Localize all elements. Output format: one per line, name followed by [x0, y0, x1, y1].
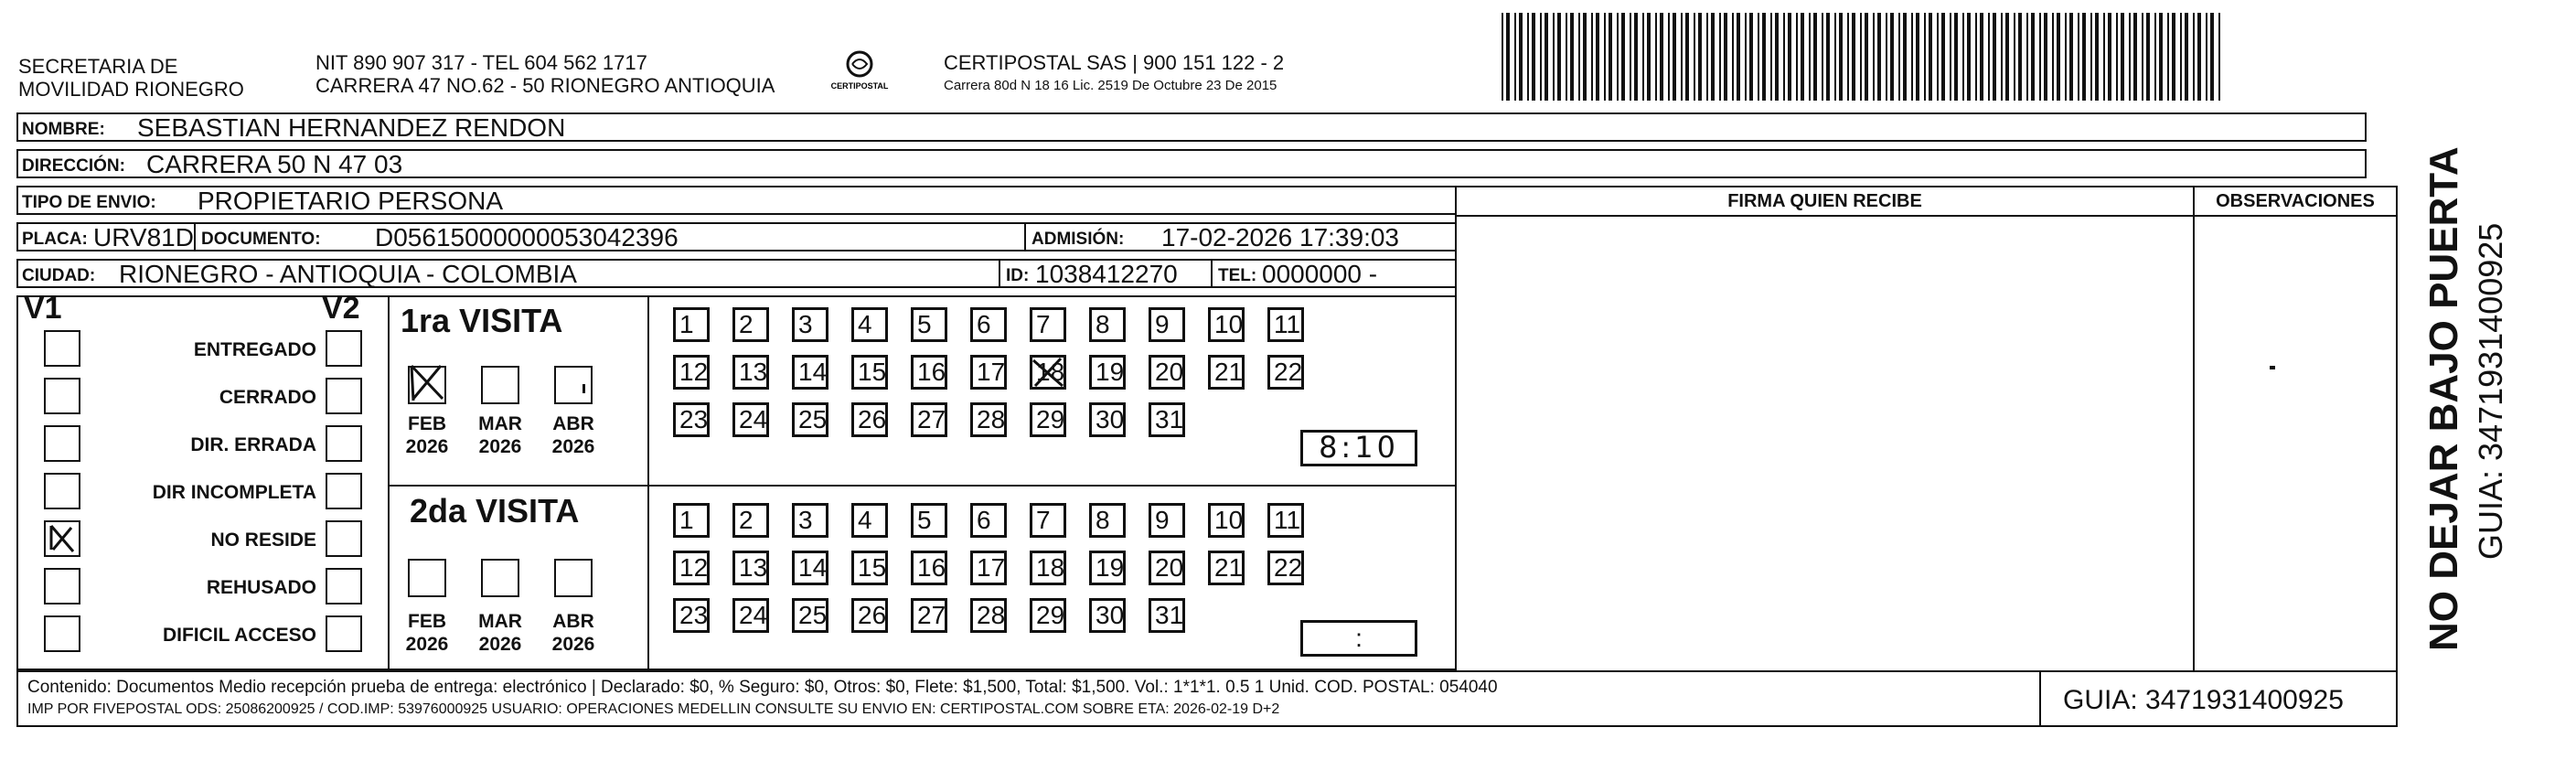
month-checkbox[interactable] [481, 366, 519, 404]
day-box-19[interactable]: 19 [1089, 355, 1126, 390]
direccion-label: DIRECCIÓN: [22, 156, 125, 176]
day-box-20[interactable]: 20 [1149, 355, 1185, 390]
day-box-5[interactable]: 5 [911, 307, 947, 342]
nombre-label: NOMBRE: [22, 120, 105, 139]
status-label: REHUSADO [206, 577, 316, 598]
tipo-value: PROPIETARIO PERSONA [198, 187, 503, 215]
id-value: 1038412270 [1035, 260, 1178, 288]
admision-value: 17-02-2026 17:39:03 [1161, 223, 1399, 251]
day-box-14[interactable]: 14 [792, 355, 828, 390]
day-box-25[interactable]: 25 [792, 598, 828, 633]
day-box-3[interactable]: 3 [792, 307, 828, 342]
month-checkbox[interactable] [554, 559, 593, 597]
visit2-title: 2da VISITA [410, 492, 580, 530]
day-box-1[interactable]: 1 [673, 503, 710, 538]
secretaria-line1: SECRETARIA DE [18, 55, 178, 78]
day-box-17[interactable]: 17 [970, 551, 1007, 585]
footer-line1: Contenido: Documentos Medio recepción prueba de entrega: electrónico | Declarado: $0, % Seguro: $0, Otros: $0, Flete: $1,500, Total: $1,500. Vol.: 1*1*1. 0.5 1 Unid. COD. POSTAL: 054040 [27, 678, 1498, 697]
footer-line2: IMP POR FIVEPOSTAL ODS: 25086200925 / COD.IMP: 53976000925 USUARIO: OPERACIONES MEDELLIN CONSULTE SU ENVIO EN: CERTIPOSTAL.COM SOBRE ETA: 2026-02-19 D+2 [27, 701, 1280, 717]
day-box-23[interactable]: 23 [673, 402, 710, 437]
day-box-13[interactable]: 13 [732, 551, 769, 585]
day-box-22[interactable]: 22 [1267, 551, 1304, 585]
nombre-value: SEBASTIAN HERNANDEZ RENDON [137, 113, 566, 142]
tel-label: TEL: [1218, 266, 1257, 285]
barcode [1500, 13, 2227, 101]
day-box-24[interactable]: 24 [732, 402, 769, 437]
id-label: ID: [1006, 266, 1030, 285]
certi-line2: Carrera 80d N 18 16 Lic. 2519 De Octubre 23 De 2015 [944, 78, 1277, 93]
day-box-11[interactable]: 11 [1267, 503, 1304, 538]
month-label: MAR 2026 [478, 611, 522, 655]
day-box-28[interactable]: 28 [970, 598, 1007, 633]
certi-block [944, 51, 1284, 94]
day-box-29[interactable]: 29 [1030, 598, 1066, 633]
tel-value: 0000000 - [1262, 260, 1378, 288]
v2-checkbox[interactable] [326, 568, 362, 604]
day-box-6[interactable]: 6 [970, 503, 1007, 538]
day-box-27[interactable]: 27 [911, 402, 947, 437]
direccion-value: CARRERA 50 N 47 03 [146, 150, 403, 178]
month-checkbox[interactable] [408, 366, 446, 404]
status-label: DIFICIL ACCESO [162, 625, 316, 646]
day-box-18[interactable]: 18 [1030, 355, 1066, 390]
x-mark-icon [406, 362, 448, 404]
month-label: ABR 2026 [551, 413, 595, 457]
visit1-title: 1ra VISITA [401, 302, 563, 339]
footer-info [16, 670, 2041, 727]
ink-dot [2270, 366, 2275, 369]
firma-area [1455, 186, 2195, 672]
day-box-16[interactable]: 16 [911, 551, 947, 585]
day-box-31[interactable]: 31 [1149, 402, 1185, 437]
month-label: FEB 2026 [405, 413, 449, 457]
secretaria-line2: MOVILIDAD RIONEGRO [18, 78, 244, 101]
secretaria-block [18, 55, 244, 101]
day-box-26[interactable]: 26 [851, 402, 888, 437]
visit1-time-box[interactable]: 8:10 [1300, 430, 1417, 466]
day-box-21[interactable]: 21 [1208, 355, 1245, 390]
day-box-21[interactable]: 21 [1208, 551, 1245, 585]
day-box-8[interactable]: 8 [1089, 503, 1126, 538]
month-label: FEB 2026 [405, 611, 449, 655]
month-checkbox[interactable] [408, 559, 446, 597]
day-box-25[interactable]: 25 [792, 402, 828, 437]
month-label: ABR 2026 [551, 611, 595, 655]
day-box-30[interactable]: 30 [1089, 402, 1126, 437]
day-box-8[interactable]: 8 [1089, 307, 1126, 342]
no-dejar-bajo-puerta: NO DEJAR BAJO PUERTA [2421, 146, 2466, 651]
day-box-13[interactable]: 13 [732, 355, 769, 390]
day-box-10[interactable]: 10 [1208, 307, 1245, 342]
day-box-22[interactable]: 22 [1267, 355, 1304, 390]
tipo-label: TIPO DE ENVIO: [22, 193, 156, 212]
day-box-28[interactable]: 28 [970, 402, 1007, 437]
month-checkbox[interactable] [481, 559, 519, 597]
svg-text:CERTIPOSTAL: CERTIPOSTAL [830, 81, 889, 91]
day-box-5[interactable]: 5 [911, 503, 947, 538]
v2-checkbox[interactable] [326, 473, 362, 509]
v2-label: V2 [322, 291, 360, 326]
placa-value: URV81D [93, 223, 194, 251]
day-box-12[interactable]: 12 [673, 355, 710, 390]
direccion-row [16, 149, 2367, 178]
ciudad-value: RIONEGRO - ANTIOQUIA - COLOMBIA [119, 260, 577, 288]
day-box-3[interactable]: 3 [792, 503, 828, 538]
bottom-border [16, 725, 2398, 727]
status-label: NO RESIDE [210, 530, 316, 551]
day-box-29[interactable]: 29 [1030, 402, 1066, 437]
ciudad-row [16, 259, 1457, 288]
month-label: MAR 2026 [478, 413, 522, 457]
x-mark-icon [1030, 355, 1066, 390]
status-label: DIR. ERRADA [190, 434, 316, 455]
day-box-7[interactable]: 7 [1030, 307, 1066, 342]
day-box-16[interactable]: 16 [911, 355, 947, 390]
v2-checkbox[interactable] [326, 425, 362, 462]
v2-checkbox[interactable] [326, 520, 362, 557]
status-label: CERRADO [219, 387, 316, 408]
day-box-15[interactable]: 15 [851, 355, 888, 390]
day-box-14[interactable]: 14 [792, 551, 828, 585]
day-box-17[interactable]: 17 [970, 355, 1007, 390]
day-box-11[interactable]: 11 [1267, 307, 1304, 342]
day-box-31[interactable]: 31 [1149, 598, 1185, 633]
nit-block [315, 51, 775, 97]
day-box-19[interactable]: 19 [1089, 551, 1126, 585]
status-label: DIR INCOMPLETA [152, 482, 316, 503]
certi-line1: CERTIPOSTAL SAS | 900 151 122 - 2 [944, 51, 1285, 74]
v1-label: V1 [24, 291, 62, 326]
day-box-4[interactable]: 4 [851, 503, 888, 538]
documento-label: DOCUMENTO: [201, 230, 321, 249]
observaciones-label: OBSERVACIONES [2195, 187, 2396, 217]
nit-line1: NIT 890 907 317 - TEL 604 562 1717 [315, 51, 647, 74]
documento-value: D05615000000053042396 [375, 223, 679, 251]
tipo-row [16, 186, 1457, 215]
v2-checkbox[interactable] [326, 378, 362, 414]
status-label: ENTREGADO [193, 339, 316, 360]
day-box-10[interactable]: 10 [1208, 503, 1245, 538]
admision-label: ADMISIÓN: [1031, 230, 1125, 249]
ciudad-label: CIUDAD: [22, 266, 96, 285]
day-box-9[interactable]: 9 [1149, 307, 1185, 342]
footer-guia: GUIA: 3471931400925 [2063, 685, 2344, 715]
day-box-2[interactable]: 2 [732, 307, 769, 342]
visit-divider [388, 485, 1455, 487]
v2-checkbox[interactable] [326, 615, 362, 652]
day-box-30[interactable]: 30 [1089, 598, 1126, 633]
day-box-15[interactable]: 15 [851, 551, 888, 585]
day-box-24[interactable]: 24 [732, 598, 769, 633]
visit2-time-box[interactable]: : [1300, 620, 1417, 657]
day-box-1[interactable]: 1 [673, 307, 710, 342]
nombre-row [16, 112, 2367, 142]
placa-row [16, 222, 1457, 251]
certipostal-logo [823, 48, 896, 97]
firma-label: FIRMA QUIEN RECIBE [1457, 187, 2193, 217]
v2-checkbox[interactable] [326, 330, 362, 367]
day-box-20[interactable]: 20 [1149, 551, 1185, 585]
day-box-7[interactable]: 7 [1030, 503, 1066, 538]
side-guia: GUIA: 3471931400925 [2472, 222, 2509, 560]
footer-guia-box [2039, 670, 2398, 727]
month-checkbox[interactable] [554, 366, 593, 404]
day-box-23[interactable]: 23 [673, 598, 710, 633]
day-box-6[interactable]: 6 [970, 307, 1007, 342]
observaciones-area [2193, 186, 2398, 672]
day-box-18[interactable]: 18 [1030, 551, 1066, 585]
placa-label: PLACA: [22, 230, 88, 249]
day-box-12[interactable]: 12 [673, 551, 710, 585]
day-box-27[interactable]: 27 [911, 598, 947, 633]
day-box-26[interactable]: 26 [851, 598, 888, 633]
nit-line2: CARRERA 47 NO.62 - 50 RIONEGRO ANTIOQUIA [315, 74, 775, 97]
day-box-9[interactable]: 9 [1149, 503, 1185, 538]
day-box-4[interactable]: 4 [851, 307, 888, 342]
day-box-2[interactable]: 2 [732, 503, 769, 538]
